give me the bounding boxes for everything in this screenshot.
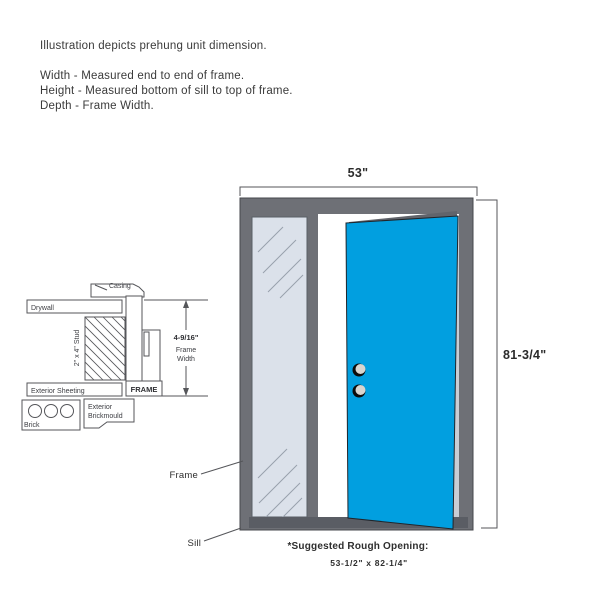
sill-leader-line bbox=[204, 528, 241, 541]
sill-label bbox=[188, 528, 241, 549]
height-dimension bbox=[476, 200, 546, 528]
frame-leader-line bbox=[201, 461, 243, 474]
frame-profile-jamb bbox=[126, 296, 142, 381]
rough-opening-title: *Suggested Rough Opening: bbox=[287, 541, 429, 552]
exterior-sheeting-label: Exterior Sheeting bbox=[31, 388, 85, 395]
sill-label-text: Sill bbox=[187, 538, 201, 549]
frame-depth-value: 4-9/16" bbox=[173, 333, 199, 342]
stud-label: 2" x 4" Stud bbox=[74, 329, 81, 367]
rough-opening-note bbox=[287, 541, 428, 568]
brickmould-label-2: Brickmould bbox=[88, 413, 123, 420]
stud-shape bbox=[85, 317, 125, 380]
deadbolt-knob bbox=[353, 364, 366, 377]
drywall-label: Drywall bbox=[31, 305, 54, 312]
depth-definition: Depth - Frame Width. bbox=[40, 100, 154, 112]
frame-profile-kerf bbox=[144, 332, 149, 356]
casing-label: Casing bbox=[109, 283, 131, 290]
rough-opening-size: 53-1/2" x 82-1/4" bbox=[330, 558, 408, 568]
sidelite-glass bbox=[252, 217, 307, 517]
frame-depth-arrowhead-up bbox=[183, 300, 189, 308]
frame-depth-label-2: Width bbox=[177, 356, 195, 363]
wall-cross-section bbox=[22, 283, 208, 430]
door-unit bbox=[240, 198, 473, 530]
height-definition: Height - Measured bottom of sill to top of frame. bbox=[40, 85, 293, 97]
frame-label bbox=[170, 461, 243, 481]
brickmould-label-1: Exterior bbox=[88, 404, 113, 411]
width-definition: Width - Measured end to end of frame. bbox=[40, 70, 245, 82]
brick-label: Brick bbox=[24, 422, 40, 429]
frame-profile-label: FRAME bbox=[130, 385, 158, 394]
width-dimension-value: 53" bbox=[347, 166, 369, 180]
door-knob bbox=[353, 385, 366, 398]
width-dimension-bracket bbox=[240, 187, 477, 196]
width-dimension bbox=[240, 166, 477, 196]
height-dimension-value: 81-3/4" bbox=[503, 348, 547, 362]
height-dimension-bracket bbox=[476, 200, 497, 528]
frame-depth-label-1: Frame bbox=[175, 347, 197, 354]
frame-label-text: Frame bbox=[169, 470, 198, 481]
frame-depth-arrowhead-down bbox=[183, 388, 189, 396]
intro-title: Illustration depicts prehung unit dimension. bbox=[40, 40, 267, 52]
